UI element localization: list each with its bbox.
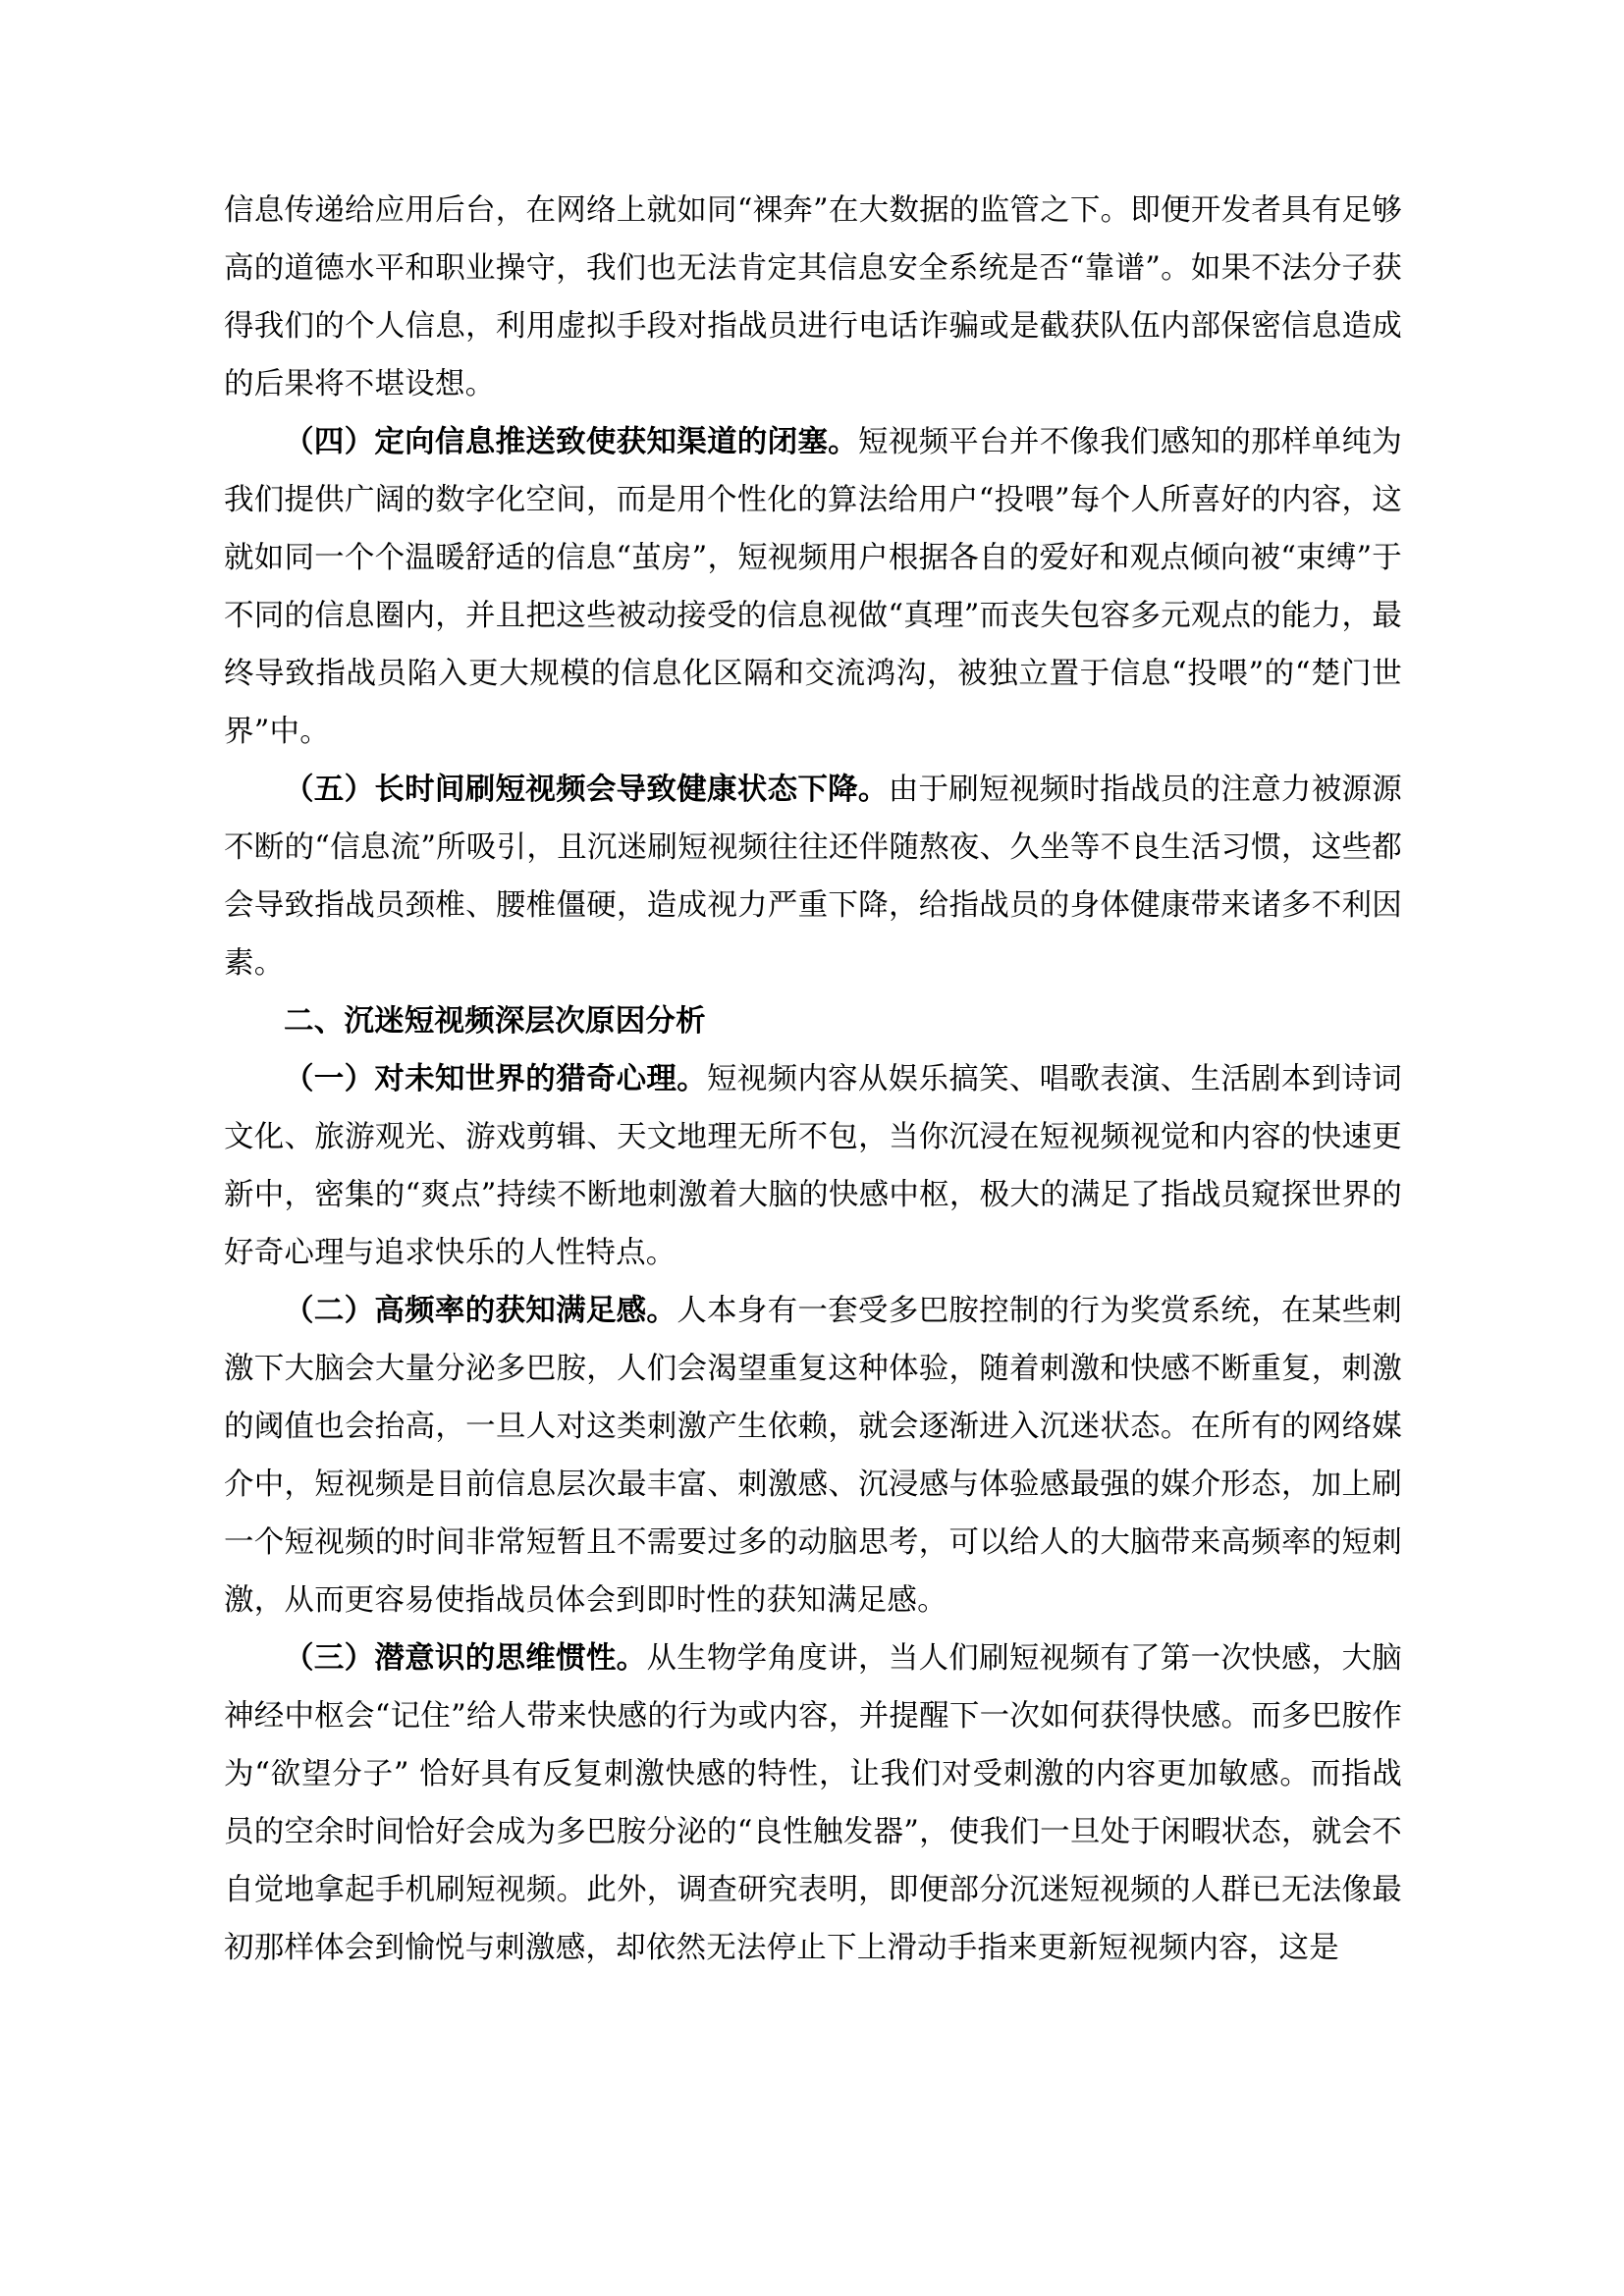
paragraph-section-five bbox=[224, 761, 1402, 992]
paragraph-continued bbox=[224, 182, 1402, 413]
paragraph-cause-two bbox=[224, 1282, 1402, 1629]
paragraph-section-four bbox=[224, 413, 1402, 761]
paragraph-lead: （四）定向信息推送致使获知渠道的闭塞。 bbox=[284, 424, 858, 459]
paragraph-text: 信息传递给应用后台，在网络上就如同“裸奔”在大数据的监管之下。即便开发者具有足够高的道德水平和职业操守，我们也无法肯定其信息安全系统是否“靠谱”。如果不法分子获得我们的个人信息，利用虚拟手段对指战员进行电话诈骗或是截获队伍内部保密信息造成的后果将不堪设想。 bbox=[224, 193, 1402, 401]
paragraph-cause-three bbox=[224, 1629, 1402, 1977]
paragraph-lead: （二）高频率的获知满足感。 bbox=[284, 1293, 677, 1328]
heading-section-two bbox=[224, 992, 1402, 1050]
paragraph-lead: （一）对未知世界的猎奇心理。 bbox=[284, 1061, 707, 1096]
heading-text: 二、沉迷短视频深层次原因分析 bbox=[284, 1003, 706, 1039]
paragraph-text: 短视频内容从娱乐搞笑、唱歌表演、生活剧本到诗词文化、旅游观光、游戏剪辑、天文地理无所不包，当你沉浸在短视频视觉和内容的快速更新中，密集的“爽点”持续不断地刺激着大脑的快感中枢，极大的满足了指战员窥探世界的好奇心理与追求快乐的人性特点。 bbox=[224, 1062, 1402, 1270]
document-body bbox=[224, 182, 1402, 1977]
paragraph-lead: （三）潜意识的思维惯性。 bbox=[284, 1640, 647, 1676]
paragraph-text: 人本身有一套受多巴胺控制的行为奖赏系统，在某些刺激下大脑会大量分泌多巴胺，人们会渴望重复这种体验，随着刺激和快感不断重复，刺激的阈值也会抬高，一旦人对这类刺激产生依赖，就会逐渐进入沉迷状态。在所有的网络媒介中，短视频是目前信息层次最丰富、刺激感、沉浸感与体验感最强的媒介形态，加上刷一个短视频的时间非常短暂且不需要过多的动脑思考，可以给人的大脑带来高频率的短刺激，从而更容易使指战员体会到即时性的获知满足感。 bbox=[224, 1294, 1402, 1618]
paragraph-text: 从生物学角度讲，当人们刷短视频有了第一次快感，大脑神经中枢会“记住”给人带来快感的行为或内容，并提醒下一次如何获得快感。而多巴胺作为“欲望分子” 恰好具有反复刺激快感的特性，让我们对受刺激的内容更加敏感。而指战员的空余时间恰好会成为多巴胺分泌的“良性触发器”，使我们一旦处于闲暇状态，就会不自觉地拿起手机刷短视频。此外，调查研究表明，即便部分沉迷短视频的人群已无法像最初那样体会到愉悦与刺激感，却依然无法停止下上滑动手指来更新短视频内容，这是 bbox=[224, 1641, 1402, 1965]
paragraph-cause-one bbox=[224, 1050, 1402, 1282]
paragraph-lead: （五）长时间刷短视频会导致健康状态下降。 bbox=[284, 772, 889, 807]
paragraph-text: 短视频平台并不像我们感知的那样单纯为我们提供广阔的数字化空间，而是用个性化的算法给用户“投喂”每个人所喜好的内容，这就如同一个个温暖舒适的信息“茧房”，短视频用户根据各自的爱好和观点倾向被“束缚”于不同的信息圈内，并且把这些被动接受的信息视做“真理”而丧失包容多元观点的能力，最终导致指战员陷入更大规模的信息化区隔和交流鸿沟，被独立置于信息“投喂”的“楚门世界”中。 bbox=[224, 425, 1402, 749]
paragraph-text: 由于刷短视频时指战员的注意力被源源不断的“信息流”所吸引，且沉迷刷短视频往往还伴随熬夜、久坐等不良生活习惯，这些都会导致指战员颈椎、腰椎僵硬，造成视力严重下降，给指战员的身体健康带来诸多不利因素。 bbox=[224, 773, 1402, 981]
